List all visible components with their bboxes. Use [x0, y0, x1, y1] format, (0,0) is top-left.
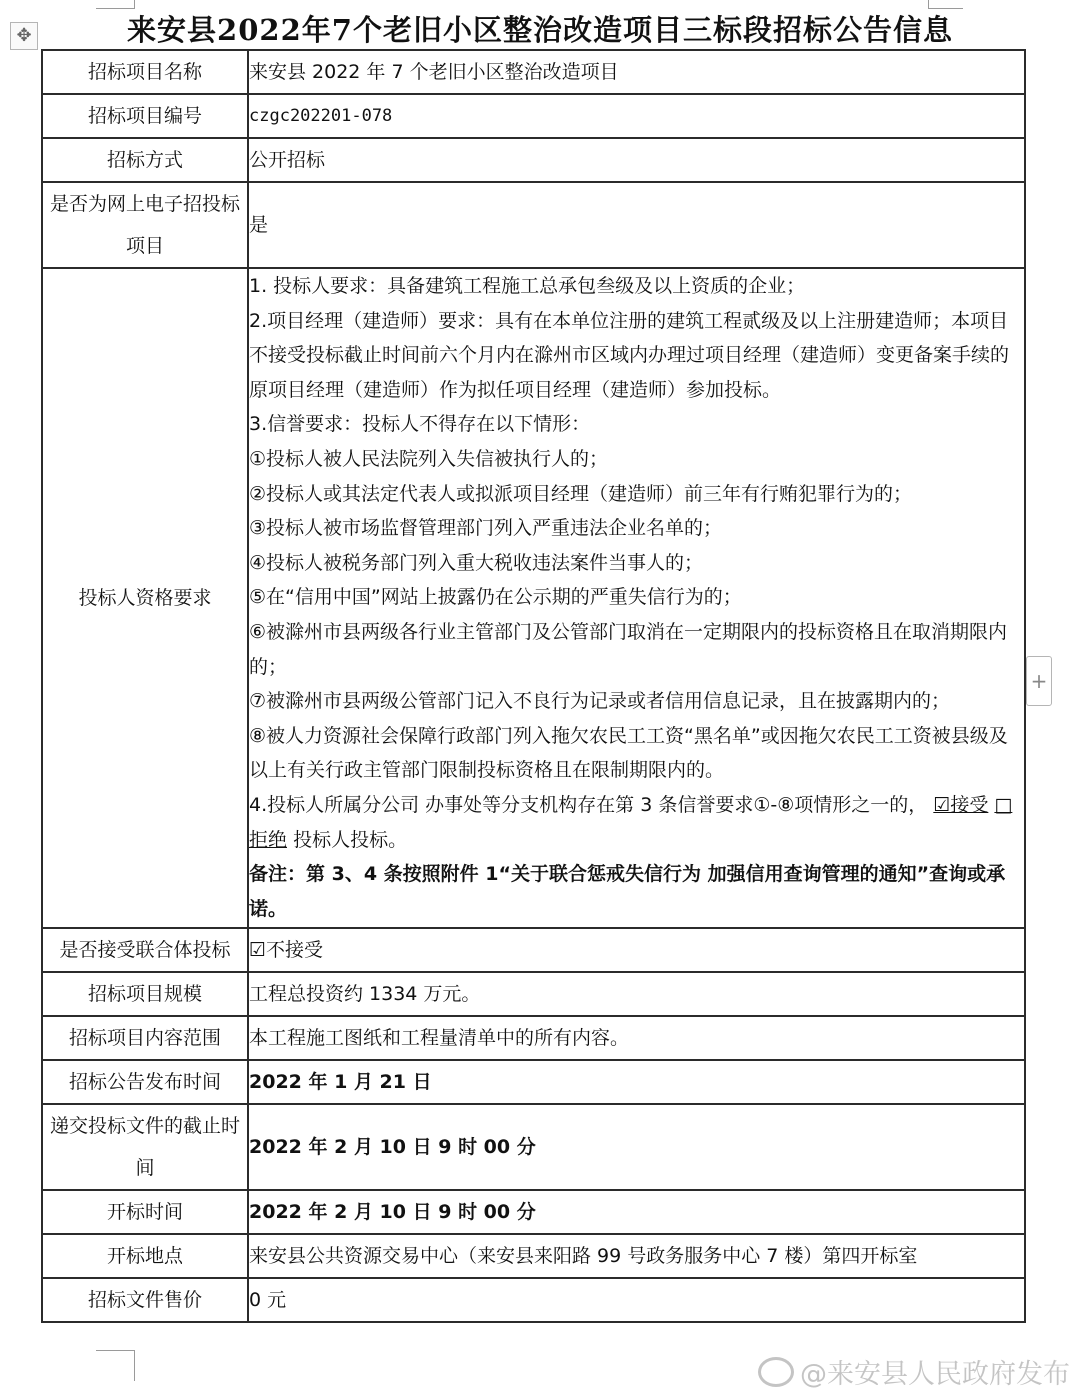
row-value: 本工程施工图纸和工程量清单中的所有内容。 — [248, 1016, 1025, 1060]
row-label: 是否为网上电子招投标项目 — [42, 182, 248, 268]
row-label: 招标公告发布时间 — [42, 1060, 248, 1104]
row-label: 是否接受联合体投标 — [42, 928, 248, 972]
requirement-note: 备注：第 3、4 条按照附件 1“关于联合惩戒失信行为 加强信用查询管理的通知”查询或承诺。 — [249, 863, 1006, 920]
move-icon[interactable]: ✥ — [10, 22, 38, 50]
item4-text: 4.投标人所属分公司 办事处等分支机构存在第 3 条信誉要求①-⑧项情形之一的， — [249, 793, 928, 816]
table-row — [42, 268, 1025, 928]
row-label: 开标时间 — [42, 1190, 248, 1234]
page-title: 来安县2022年7个老旧小区整治改造项目三标段招标公告信息 — [127, 13, 953, 47]
row-label: 招标项目名称 — [42, 50, 248, 94]
requirement-line: 2.项目经理（建造师）要求：具有在本单位注册的建筑工程贰级及以上注册建造师；本项目不接受投标截止时间前六个月内在滁州市区域内办理过项目经理（建造师）变更备案手续的原项目经理（建造师）作为拟任项目经理（建造师）参加投标。 — [249, 309, 1010, 401]
table-row — [42, 1016, 1025, 1060]
notice-table — [41, 49, 1026, 1323]
row-label: 投标人资格要求 — [42, 268, 248, 928]
qualification-requirements — [248, 268, 1025, 928]
weibo-logo-icon — [758, 1357, 794, 1387]
table-row — [42, 972, 1025, 1016]
requirement-line: ⑤在“信用中国”网站上披露仍在公示期的严重失信行为的； — [249, 586, 742, 609]
watermark-text: @来安县人民政府发布 — [800, 1359, 1070, 1390]
table-row — [42, 1278, 1025, 1322]
table-row — [42, 94, 1025, 138]
weibo-watermark — [758, 1352, 1070, 1391]
reject-checkbox: □拒绝 — [249, 793, 1013, 851]
row-value: 2022 年 2 月 10 日 9 时 00 分 — [248, 1104, 1025, 1190]
row-label: 招标项目编号 — [42, 94, 248, 138]
row-value: 0 元 — [248, 1278, 1025, 1322]
table-row — [42, 928, 1025, 972]
table-row — [42, 1104, 1025, 1190]
table-row — [42, 138, 1025, 182]
requirement-line: ②投标人或其法定代表人或拟派项目经理（建造师）前三年有行贿犯罪行为的； — [249, 482, 913, 505]
requirement-line: ⑥被滁州市县两级各行业主管部门及公管部门取消在一定期限内的投标资格且在取消期限内的； — [249, 620, 1008, 678]
requirement-line: ⑧被人力资源社会保障行政部门列入拖欠农民工工资“黑名单”或因拖欠农民工工资被县级及以上有关行政主管部门限制投标资格且在限制期限内的。 — [249, 724, 1008, 782]
plus-icon[interactable]: + — [1026, 656, 1052, 706]
row-value: 来安县 2022 年 7 个老旧小区整治改造项目 — [248, 50, 1025, 94]
requirement-line: ①投标人被人民法院列入失信被执行人的； — [249, 447, 609, 470]
row-label: 招标项目规模 — [42, 972, 248, 1016]
row-value: 工程总投资约 1334 万元。 — [248, 972, 1025, 1016]
row-value: 公开招标 — [248, 138, 1025, 182]
row-label: 递交投标文件的截止时间 — [42, 1104, 248, 1190]
row-value: 2022 年 2 月 10 日 9 时 00 分 — [248, 1190, 1025, 1234]
row-label: 开标地点 — [42, 1234, 248, 1278]
row-value: czgc202201-078 — [248, 94, 1025, 138]
table-row — [42, 50, 1025, 94]
row-value: 2022 年 1 月 21 日 — [248, 1060, 1025, 1104]
table-row — [42, 1060, 1025, 1104]
requirement-line: ③投标人被市场监督管理部门列入严重违法企业名单的； — [249, 517, 723, 540]
row-value: ☑不接受 — [248, 928, 1025, 972]
table-row — [42, 1190, 1025, 1234]
corner-mark-bottom-left — [96, 1350, 135, 1381]
row-value: 是 — [248, 182, 1025, 268]
requirement-line: 1. 投标人要求：具备建筑工程施工总承包叁级及以上资质的企业； — [249, 275, 806, 297]
requirement-item-4 — [249, 788, 1024, 857]
row-label: 招标方式 — [42, 138, 248, 182]
requirement-line: ④投标人被税务部门列入重大税收违法案件当事人的； — [249, 551, 704, 574]
accept-checkbox: ☑接受 — [933, 793, 989, 816]
row-label: 招标文件售价 — [42, 1278, 248, 1322]
table-row — [42, 182, 1025, 268]
requirement-line: 3.信誉要求：投标人不得存在以下情形： — [249, 413, 591, 436]
item4-tail: 投标人投标。 — [293, 828, 408, 851]
row-value: 来安县公共资源交易中心（来安县来阳路 99 号政务服务中心 7 楼）第四开标室 — [248, 1234, 1025, 1278]
table-row — [42, 1234, 1025, 1278]
row-label: 招标项目内容范围 — [42, 1016, 248, 1060]
requirement-line: ⑦被滁州市县两级公管部门记入不良行为记录或者信用信息记录，且在披露期内的； — [249, 690, 951, 713]
